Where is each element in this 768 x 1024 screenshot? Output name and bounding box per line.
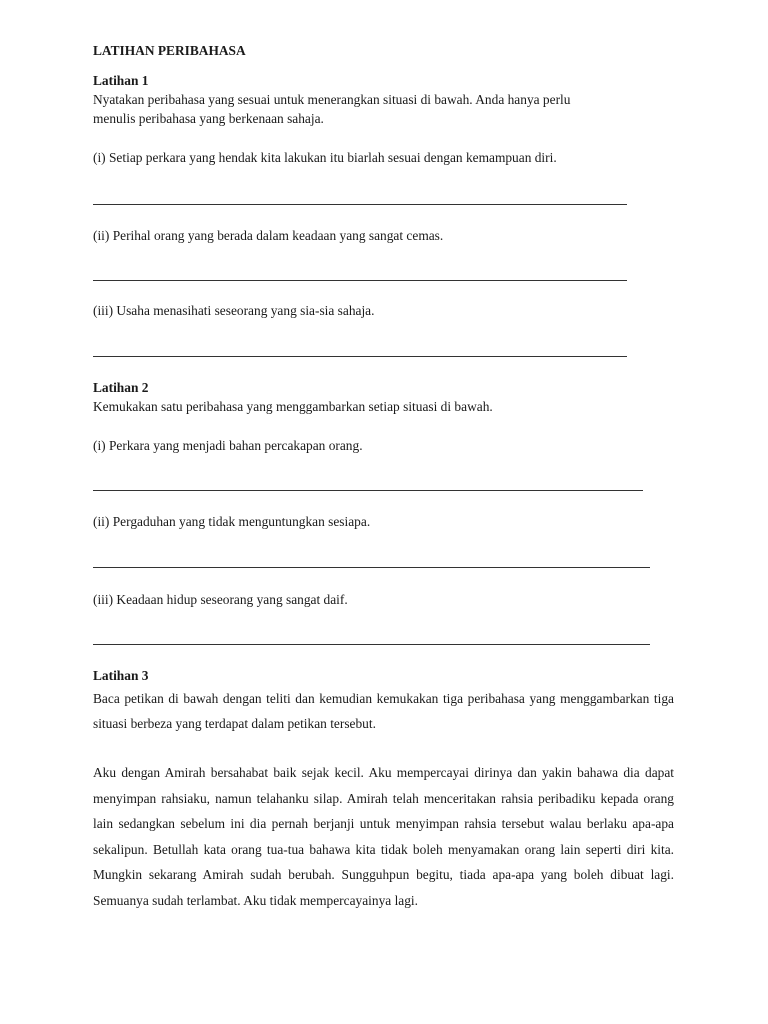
latihan1-heading: Latihan 1 [93,73,149,88]
latihan3-heading: Latihan 3 [93,668,149,683]
latihan2-question-2: (ii) Pergaduhan yang tidak menguntungkan sesiapa. [93,514,371,529]
latihan1-answer-line-2[interactable] [93,280,627,281]
latihan2-answer-line-2[interactable] [93,567,650,568]
page-title: LATIHAN PERIBAHASA [93,43,246,58]
latihan2-instruction: Kemukakan satu peribahasa yang menggambarkan setiap situasi di bawah. [93,399,493,414]
latihan1-instruction-line2: menulis peribahasa yang berkenaan sahaja. [93,111,324,126]
latihan1-answer-line-1[interactable] [93,204,627,205]
latihan1-question-2: (ii) Perihal orang yang berada dalam keadaan yang sangat cemas. [93,228,444,243]
latihan2-question-3: (iii) Keadaan hidup seseorang yang sangat daif. [93,592,348,607]
latihan1-question-1: (i) Setiap perkara yang hendak kita lakukan itu biarlah sesuai dengan kemampuan diri. [93,150,557,165]
latihan2-answer-line-3[interactable] [93,644,650,645]
latihan2-question-1: (i) Perkara yang menjadi bahan percakapan orang. [93,438,363,453]
latihan1-instruction-line1: Nyatakan peribahasa yang sesuai untuk menerangkan situasi di bawah. Anda hanya perlu [93,92,571,107]
latihan2-answer-line-1[interactable] [93,490,643,491]
latihan3-passage: Aku dengan Amirah bersahabat baik sejak kecil. Aku mempercayai dirinya dan yakin bahawa dia dapat menyimpan rahsiaku, namun telahanku silap. Amirah telah menceritakan rahsia peribadiku kepada orang lain sedangkan sebelum ini dia pernah berjanji untuk menyimpan rahsia tersebut walau berlaku apa-apa sekalipun. Betullah kata orang tua-tua bahawa kita tidak boleh menyamakan orang lain seperti diri kita. Mungkin sekarang Amirah sudah berubah. Sungguhpun begitu, tiada apa-apa yang boleh dibuat lagi. Semuanya sudah terlambat. Aku tidak mempercayainya lagi. [93,765,674,908]
latihan1-answer-line-3[interactable] [93,356,627,357]
latihan2-heading: Latihan 2 [93,380,149,395]
latihan1-question-3: (iii) Usaha menasihati seseorang yang sia-sia sahaja. [93,303,375,318]
latihan3-instruction: Baca petikan di bawah dengan teliti dan kemudian kemukakan tiga peribahasa yang menggambarkan tiga situasi berbeza yang terdapat dalam petikan tersebut. [93,691,674,731]
